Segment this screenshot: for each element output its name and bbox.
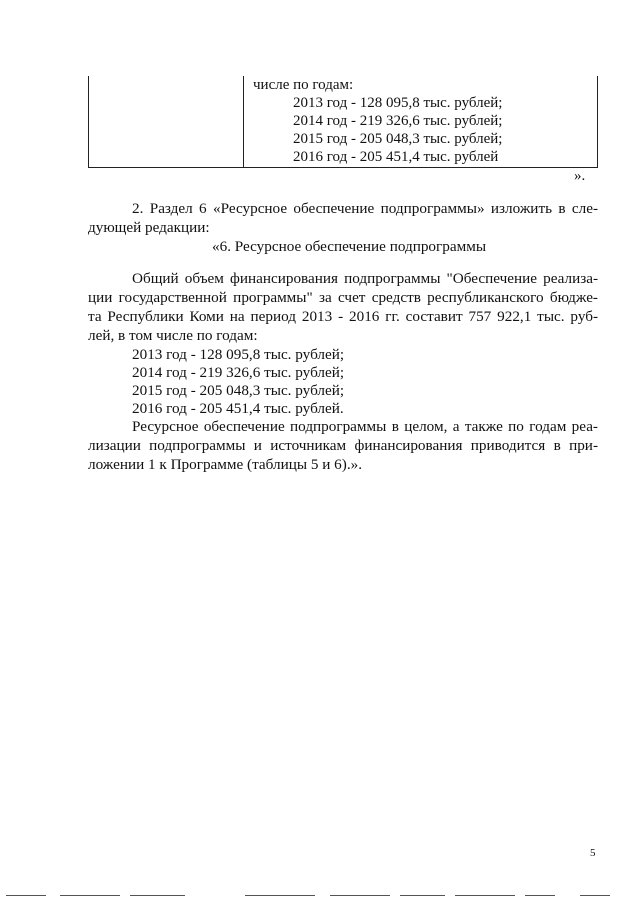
body-line-3: та Республики Коми на период 2013 - 2016 гг. составит 757 922,1 тыс. руб- [88,308,598,325]
table-line-intro: числе по годам: [253,77,354,93]
table-line-2013: 2013 год - 128 095,8 тыс. рублей; [293,95,503,111]
section-heading: «6. Ресурсное обеспечение подпрограммы [212,238,487,255]
body-line-9: Ресурсное обеспечение подпрограммы в целом, а также по годам реа- [132,418,598,435]
table-column-divider [243,76,244,167]
table-line-2014: 2014 год - 219 326,6 тыс. рублей; [293,113,503,129]
table-line-2016: 2016 год - 205 451,4 тыс. рублей [293,149,499,165]
table-cell-empty [89,76,243,167]
body-year-2016: 2016 год - 205 451,4 тыс. рублей. [132,400,344,417]
body-year-2013: 2013 год - 128 095,8 тыс. рублей; [132,346,345,363]
scan-edge-artifacts [0,892,640,900]
body-year-2014: 2014 год - 219 326,6 тыс. рублей; [132,364,345,381]
body-line-2: ции государственной программы" за счет средств республиканского бюдже- [88,289,598,306]
instruction-line-2: дующей редакции: [88,219,210,236]
page-number: 5 [590,847,596,859]
body-line-10: лизации подпрограммы и источникам финансирования приводится в при- [88,437,598,454]
body-line-4: лей, в том числе по годам: [88,327,258,344]
closing-quote-mark: ». [574,168,586,184]
funding-table-fragment [88,76,598,168]
body-line-11: ложении 1 к Программе (таблицы 5 и 6).». [88,456,363,473]
table-cell-funding-by-year [253,76,593,167]
body-year-2015: 2015 год - 205 048,3 тыс. рублей; [132,382,345,399]
body-line-1: Общий объем финансирования подпрограммы "Обеспечение реализа- [132,270,598,287]
table-line-2015: 2015 год - 205 048,3 тыс. рублей; [293,131,503,147]
instruction-line-1: 2. Раздел 6 «Ресурсное обеспечение подпрограммы» изложить в сле- [132,200,598,217]
